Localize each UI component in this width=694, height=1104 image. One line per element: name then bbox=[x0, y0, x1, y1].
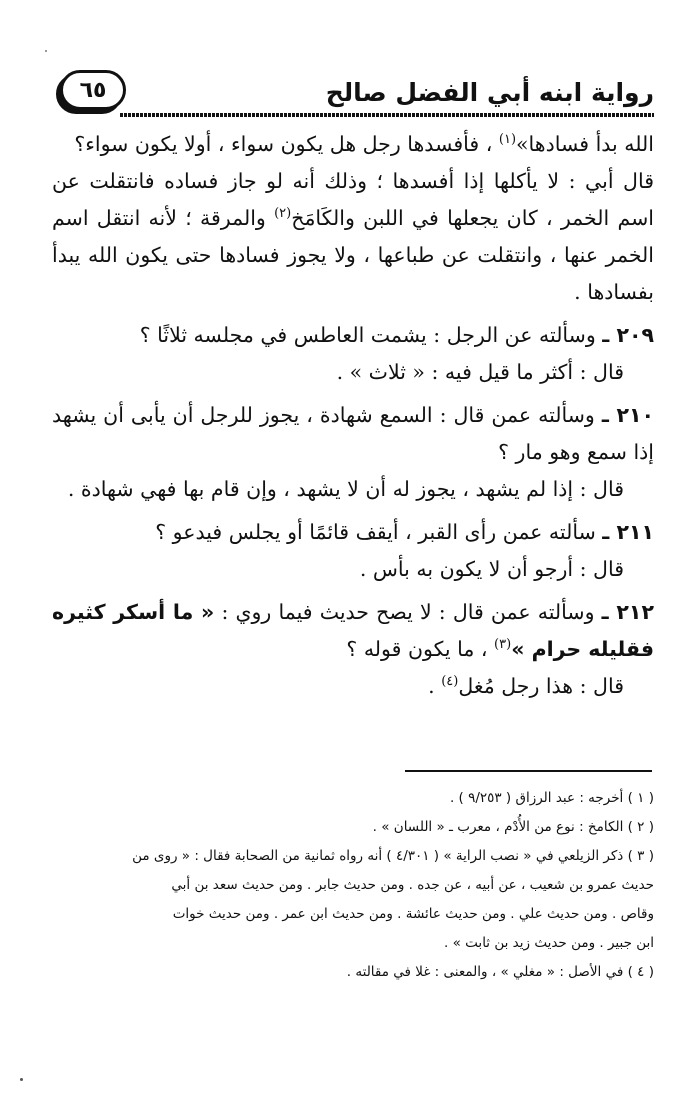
answer-text: قال : أرجو أن لا يكون به بأس . bbox=[359, 557, 624, 581]
entry-209-question bbox=[52, 317, 654, 354]
page-number: ٦٥ bbox=[79, 77, 107, 103]
text-segment: ، فأفسدها رجل هل يكون سواء ، أولا يكون سواء؟ bbox=[74, 132, 493, 156]
footnote-ref: (١) bbox=[498, 132, 517, 148]
answer-text: قال : أكثر ما قيل فيه : « ثلاث » . bbox=[336, 360, 624, 384]
entry-number: ٢١١ ـ bbox=[602, 520, 654, 544]
footnote-ref: (٤) bbox=[441, 674, 459, 690]
paragraph-1 bbox=[52, 126, 654, 163]
entry-212-question bbox=[52, 594, 654, 668]
footnote-3-line-2: حديث عمرو بن شعيب ، عن أبيه ، عن جده . ومن حديث جابر . ومن حديث سعد بن أبي bbox=[171, 877, 654, 893]
entry-211-question bbox=[52, 514, 654, 551]
entry-211-answer bbox=[52, 551, 654, 588]
quoted-hadith: « ما أسكر كثيره فقليله حرام » bbox=[52, 600, 654, 661]
entry-number: ٢١٢ ـ bbox=[601, 600, 654, 624]
footnote-divider bbox=[405, 770, 652, 772]
text-segment: الله بدأ فسادها» bbox=[516, 132, 654, 156]
answer-text: قال : هذا رجل مُغل bbox=[458, 674, 624, 698]
question-text: سألته عمن رأى القبر ، أيقف قائمًا أو يجلس فيدعو ؟ bbox=[155, 520, 596, 544]
footnotes bbox=[38, 784, 654, 987]
question-text: وسألته عمن قال : لا يصح حديث فيما روي : bbox=[221, 600, 595, 624]
entry-209-answer bbox=[52, 354, 654, 391]
footnote-2: ( ٢ ) الكامخ : نوع من الأُدْم ، معرب ـ « اللسان » . bbox=[372, 819, 654, 835]
main-text bbox=[52, 126, 654, 705]
speck-mark bbox=[45, 50, 47, 52]
text-segment: قال أبي : لا يأكلها إذا أفسدها ؛ وذلك أنه لو جاز فساده فانتقلت عن اسم الخمر ، كان يجعلها في اللبن والكَامَخ bbox=[52, 169, 654, 230]
footnote-4: ( ٤ ) في الأصل : « مغلي » ، والمعنى : غلا في مقالته . bbox=[346, 964, 654, 980]
question-text: وسألته عن الرجل : يشمت العاطس في مجلسه ثلاثًا ؟ bbox=[139, 323, 596, 347]
entry-210-question bbox=[52, 397, 654, 471]
footnote-1: ( ١ ) أخرجه : عبد الرزاق ( ٩/٢٥٣ ) . bbox=[449, 790, 654, 806]
entry-210-answer bbox=[52, 471, 654, 508]
question-text: وسألته عمن قال : السمع شهادة ، يجوز للرجل أن يأبى أن يشهد إذا سمع وهو مار ؟ bbox=[52, 403, 654, 464]
running-header-title: رواية ابنه أبي الفضل صالح bbox=[325, 78, 654, 107]
entry-number: ٢١٠ ـ bbox=[601, 403, 654, 427]
footnote-ref: (٢) bbox=[274, 206, 292, 222]
footnote-3-line-3: وقاص . ومن حديث علي . ومن حديث عائشة . ومن حديث ابن عمر . ومن حديث خوات bbox=[172, 906, 654, 922]
header-divider bbox=[120, 113, 654, 117]
footnote-ref: (٣) bbox=[494, 637, 512, 653]
speck-mark bbox=[20, 1078, 23, 1081]
paragraph-2 bbox=[52, 163, 654, 311]
page-number-badge bbox=[60, 70, 126, 110]
text-segment: والمرقة ؛ لأنه انتقل اسم الخمر عنها ، وانتقلت عن طباعها ، ولا يجوز فسادها حتى يكون الله يبدأ بفسادها . bbox=[52, 206, 654, 304]
answer-text: . bbox=[428, 674, 435, 698]
answer-text: قال : إذا لم يشهد ، يجوز له أن لا يشهد ، وإن قام بها فهي شهادة . bbox=[67, 477, 624, 501]
footnote-3-line-4: ابن جبير . ومن حديث زيد بن ثابت » . bbox=[444, 935, 654, 951]
entry-212-answer bbox=[52, 668, 654, 705]
question-text: ، ما يكون قوله ؟ bbox=[346, 637, 488, 661]
footnote-3-line-1: ( ٣ ) ذكر الزيلعي في « نصب الراية » ( ٤/٣٠١ ) أنه رواه ثمانية من الصحابة فقال : « روى من bbox=[132, 848, 654, 864]
entry-number: ٢٠٩ ـ bbox=[602, 323, 654, 347]
